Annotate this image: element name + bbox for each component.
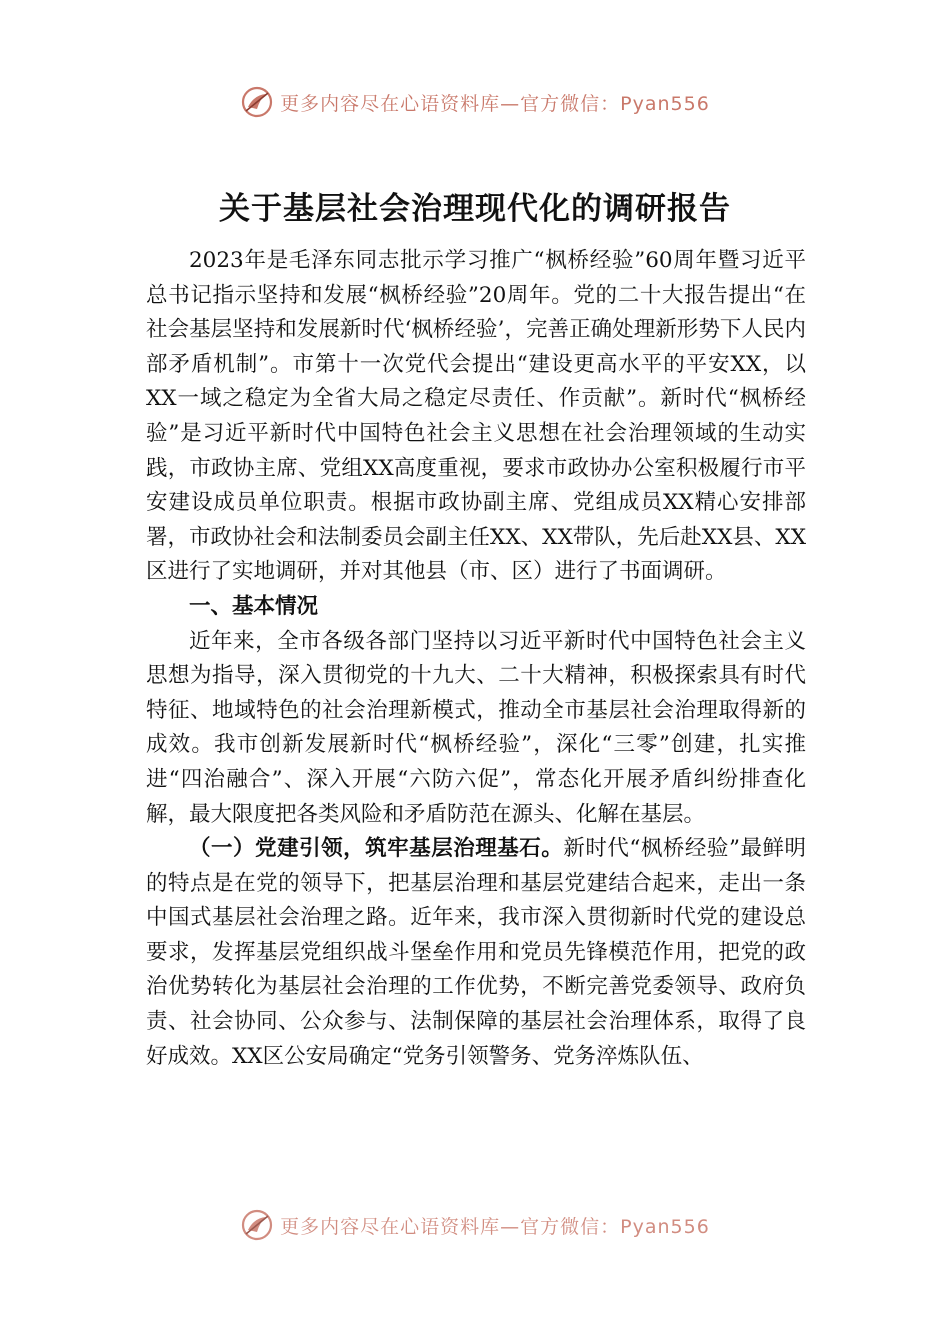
watermark-logo-icon [240,1208,274,1242]
subsection-paragraph [146,832,806,1074]
watermark-footer [0,1205,950,1245]
watermark-logo-icon [240,85,274,119]
document-body [146,244,806,1074]
section-heading-basic-situation: 一、基本情况 [189,593,319,619]
section-paragraph: 近年来，全市各级各部门坚持以习近平新时代中国特色社会主义思想为指导，深入贯彻党的十九大、二十大精神，积极探索具有时代特征、地域特色的社会治理新模式，推动全市基层社会治理取得新的成效。我市创新发展新时代“枫桥经验”，深化“三零”创建，扎实推进“四治融合”、深入开展“六防六促”，常态化开展矛盾纠纷排查化解，最大限度把各类风险和矛盾防范在源头、化解在基层。 [146,628,806,827]
intro-paragraph: 2023年是毛泽东同志批示学习推广“枫桥经验”60周年暨习近平总书记指示坚持和发展“枫桥经验”20周年。党的二十大报告提出“在社会基层坚持和发展新时代‘枫桥经验’，完善正确处理新形势下人民内部矛盾机制”。市第十一次党代会提出“建设更高水平的平安XX，以XX一域之稳定为全省大局之稳定尽责任、作贡献”。新时代“枫桥经验”是习近平新时代中国特色社会主义思想在社会治理领域的生动实践，市政协主席、党组XX高度重视，要求市政协办公室积极履行市平安建设成员单位职责。根据市政协副主席、党组成员XX精心安排部署，市政协社会和法制委员会副主任XX、XX带队，先后赴XX县、XX区进行了实地调研，并对其他县（市、区）进行了书面调研。 [146,248,806,585]
subsection-body: 新时代“枫桥经验”最鲜明的特点是在党的领导下，把基层治理和基层党建结合起来，走出一条中国式基层社会治理之路。近年来，我市深入贯彻新时代党的建设总要求，发挥基层党组织战斗堡垒作用和党员先锋模范作用，把党的政治优势转化为基层社会治理的工作优势，不断完善党委领导、政府负责、社会协同、公众参与、法制保障的基层社会治理体系，取得了良好成效。XX区公安局确定“党务引领警务、党务淬炼队伍、 [146,836,806,1069]
subsection-lead: （一）党建引领，筑牢基层治理基石。 [189,836,564,862]
watermark-text: 更多内容尽在心语资料库—官方微信：Pyan556 [280,92,710,115]
watermark-header [0,82,950,122]
page-title: 关于基层社会治理现代化的调研报告 [219,191,731,227]
watermark-text: 更多内容尽在心语资料库—官方微信：Pyan556 [280,1215,710,1238]
